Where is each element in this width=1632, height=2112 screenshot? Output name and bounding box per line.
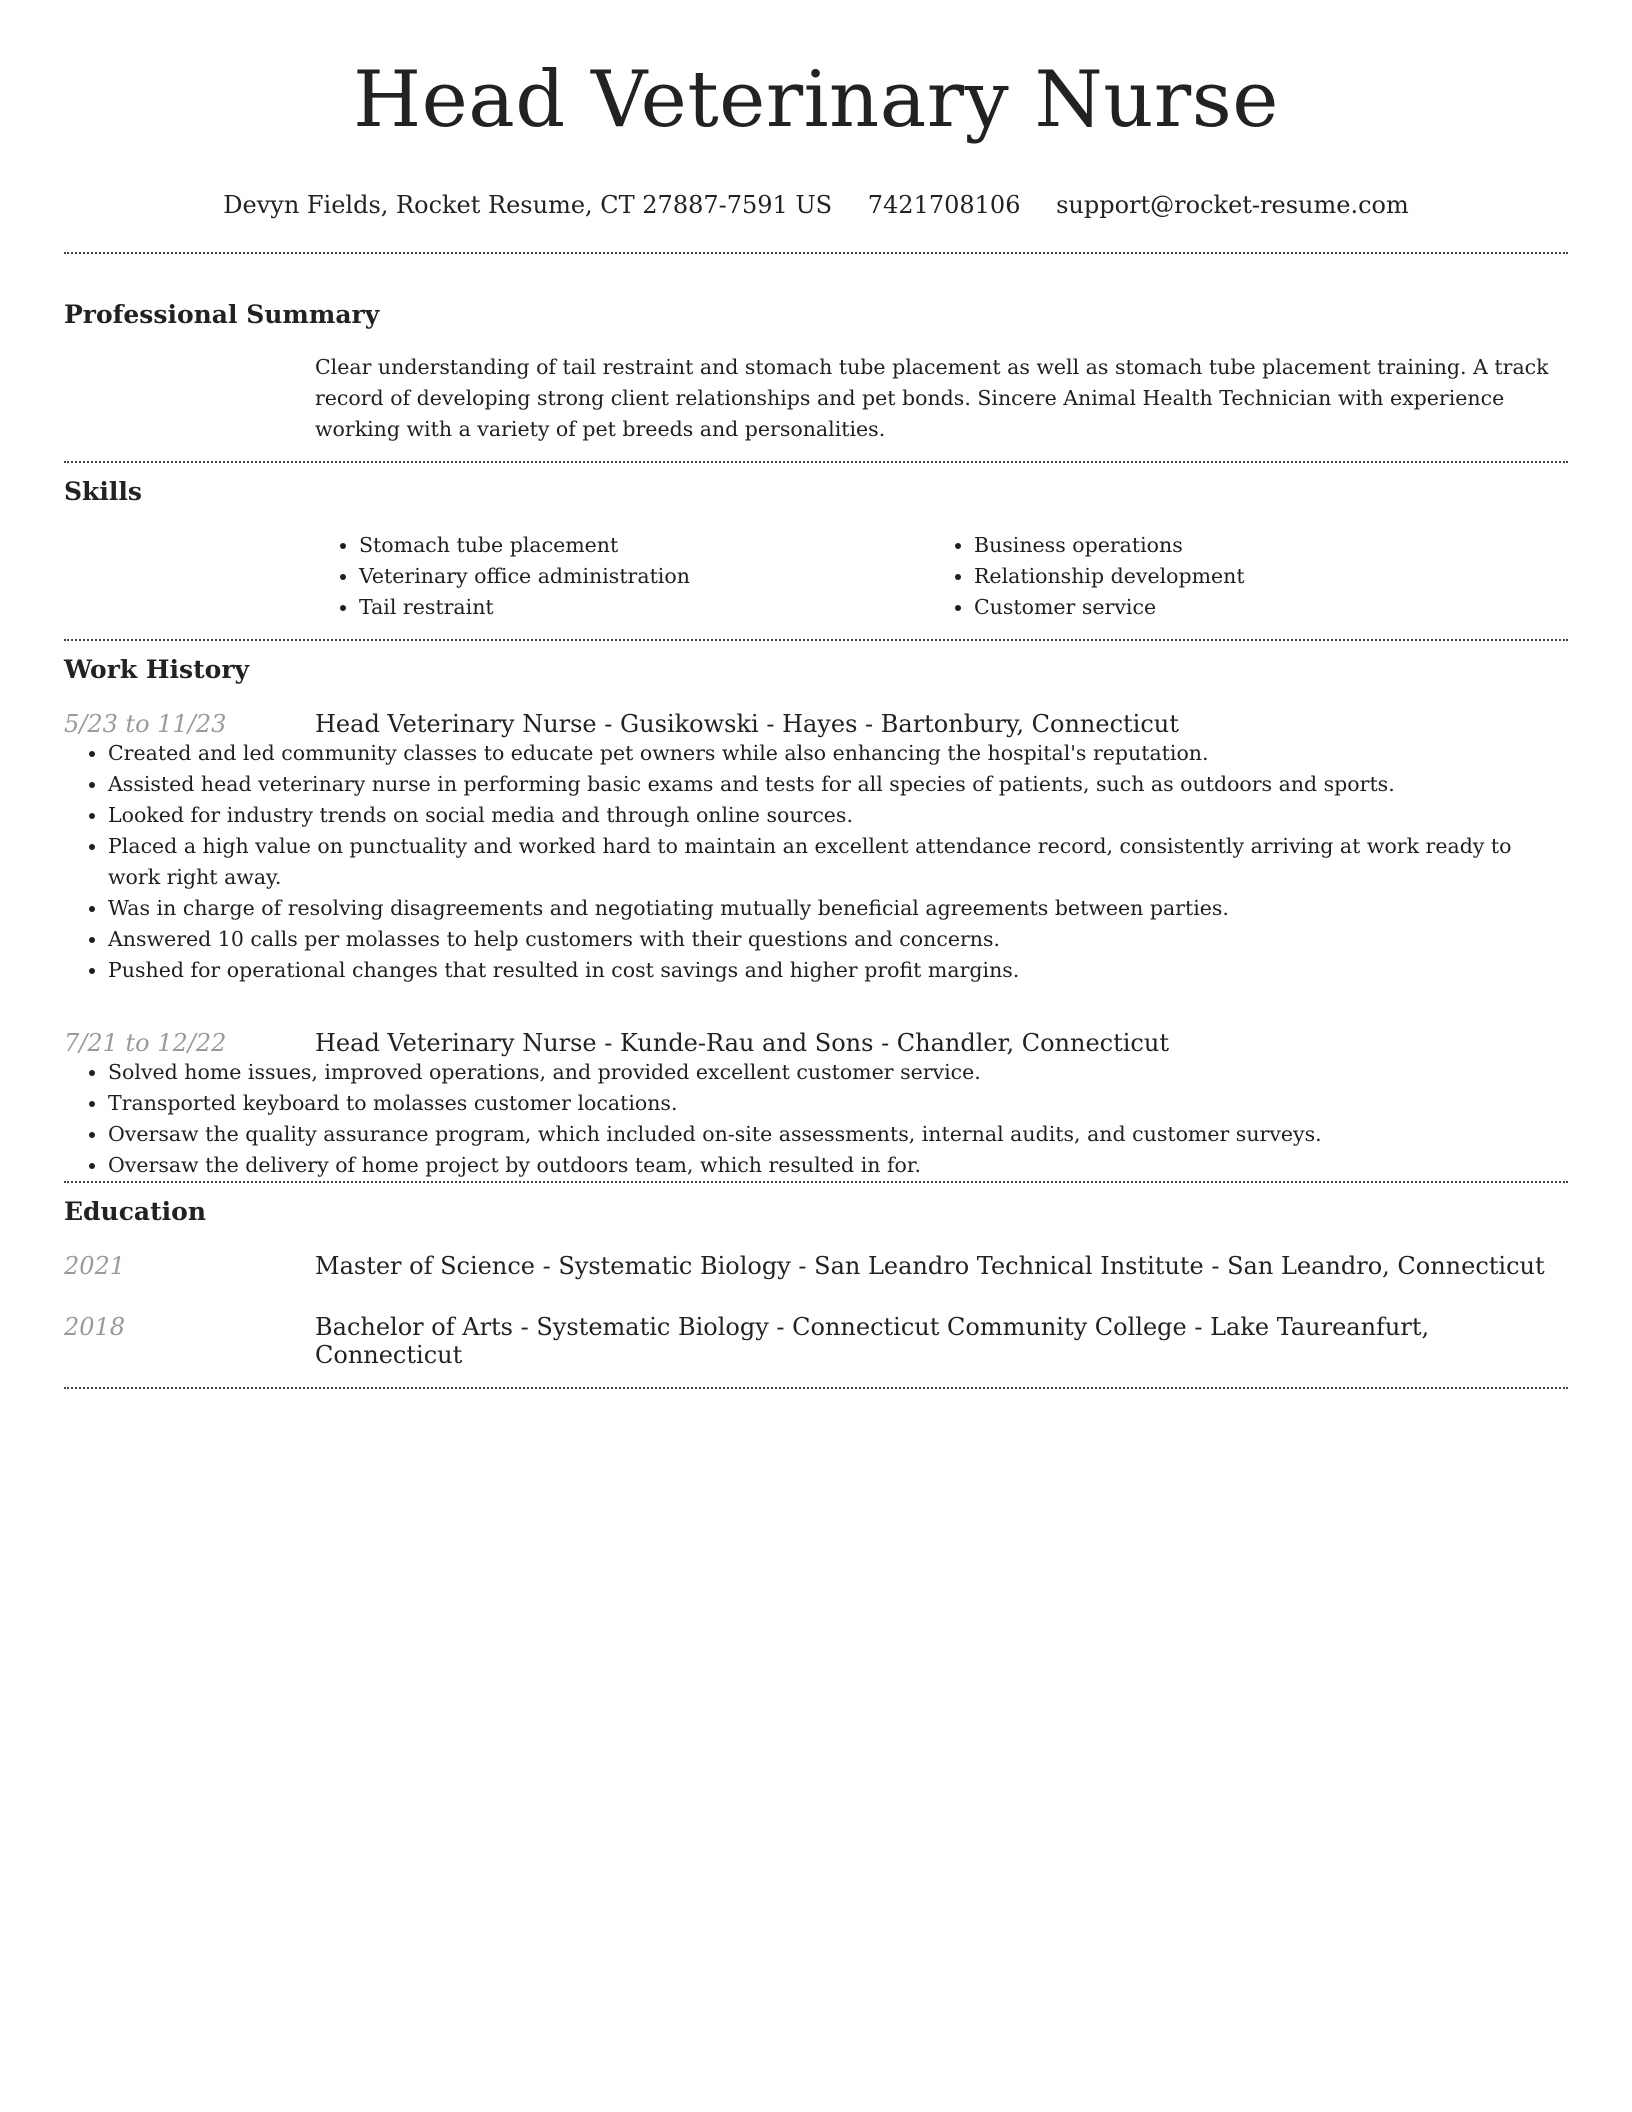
education-degree: Bachelor of Arts - Systematic Biology - Connecticut Community College - Lake Taureanfurt, Connecticut xyxy=(315,1313,1430,1369)
job-title: Head Veterinary Nurse - Gusikowski - Hayes - Bartonbury, Connecticut xyxy=(315,710,1179,738)
job-bullet: • Pushed for operational changes that resulted in cost savings and higher profit margins. xyxy=(108,955,1568,986)
contact-address: Devyn Fields, Rocket Resume, CT 27887-7591 US xyxy=(223,191,833,219)
job-entry xyxy=(64,710,1568,738)
job-bullets xyxy=(64,1057,1568,1181)
job-bullet: • Answered 10 calls per molasses to help customers with their questions and concerns. xyxy=(108,924,1568,955)
education-heading: Education xyxy=(64,1197,207,1226)
job-bullet: • Assisted head veterinary nurse in performing basic exams and tests for all species of patients, such as outdoors and sports. xyxy=(108,769,1568,800)
divider xyxy=(64,1387,1568,1389)
education-degree: Master of Science - Systematic Biology - San Leandro Technical Institute - San Leandro, Connecticut xyxy=(315,1252,1545,1280)
job-bullet: • Looked for industry trends on social media and through online sources. xyxy=(108,800,1568,831)
job-title: Head Veterinary Nurse - Kunde-Rau and Sons - Chandler, Connecticut xyxy=(315,1029,1169,1057)
divider xyxy=(64,461,1568,463)
job-bullets xyxy=(64,738,1568,986)
skill-item: • Customer service xyxy=(974,592,1545,623)
summary-text: Clear understanding of tail restraint and stomach tube placement as well as stomach tube placement training. A track record of developing strong client relationships and pet bonds. Sincere Animal Health Technician with experience working with a variety of pet breeds and personalities. xyxy=(315,355,1549,441)
divider xyxy=(64,252,1568,254)
job-dates: 7/21 to 12/22 xyxy=(64,1029,227,1057)
education-year: 2021 xyxy=(64,1252,126,1280)
job-bullet: • Created and led community classes to educate pet owners while also enhancing the hospital's reputation. xyxy=(108,738,1568,769)
job-bullet: • Oversaw the delivery of home project by outdoors team, which resulted in for. xyxy=(108,1150,1568,1181)
education-year: 2018 xyxy=(64,1313,126,1341)
education-entry xyxy=(64,1313,1568,1369)
skill-item: • Veterinary office administration xyxy=(359,561,930,592)
job-bullet: • Was in charge of resolving disagreements and negotiating mutually beneficial agreements between parties. xyxy=(108,893,1568,924)
work-heading: Work History xyxy=(64,655,250,684)
resume-title: Head Veterinary Nurse xyxy=(353,55,1279,145)
education-section xyxy=(64,1195,1568,1369)
divider xyxy=(64,1181,1568,1183)
contact-phone: 7421708106 xyxy=(867,191,1021,219)
skill-item: • Stomach tube placement xyxy=(359,530,930,561)
job-bullet: • Solved home issues, improved operations, and provided excellent customer service. xyxy=(108,1057,1568,1088)
skills-grid xyxy=(315,530,1568,623)
contact-line xyxy=(64,188,1568,222)
job-bullet: • Transported keyboard to molasses customer locations. xyxy=(108,1088,1568,1119)
job-entry xyxy=(64,1029,1568,1057)
skill-item: • Tail restraint xyxy=(359,592,930,623)
skills-column-left xyxy=(315,530,930,623)
summary-heading: Professional Summary xyxy=(64,300,380,329)
education-entry xyxy=(64,1252,1568,1280)
divider xyxy=(64,639,1568,641)
skill-item: • Relationship development xyxy=(974,561,1545,592)
skills-column-right xyxy=(930,530,1545,623)
job-bullet: • Placed a high value on punctuality and worked hard to maintain an excellent attendance record, consistently arriving at work ready to work right away. xyxy=(108,831,1568,893)
skill-item: • Business operations xyxy=(974,530,1545,561)
job-bullet: • Oversaw the quality assurance program, which included on-site assessments, internal audits, and customer surveys. xyxy=(108,1119,1568,1150)
contact-email: support@rocket-resume.com xyxy=(1056,191,1409,219)
work-section xyxy=(64,653,1568,1181)
job-dates: 5/23 to 11/23 xyxy=(64,710,227,738)
skills-heading: Skills xyxy=(64,477,142,506)
summary-section xyxy=(64,298,1568,445)
skills-section xyxy=(64,475,1568,623)
